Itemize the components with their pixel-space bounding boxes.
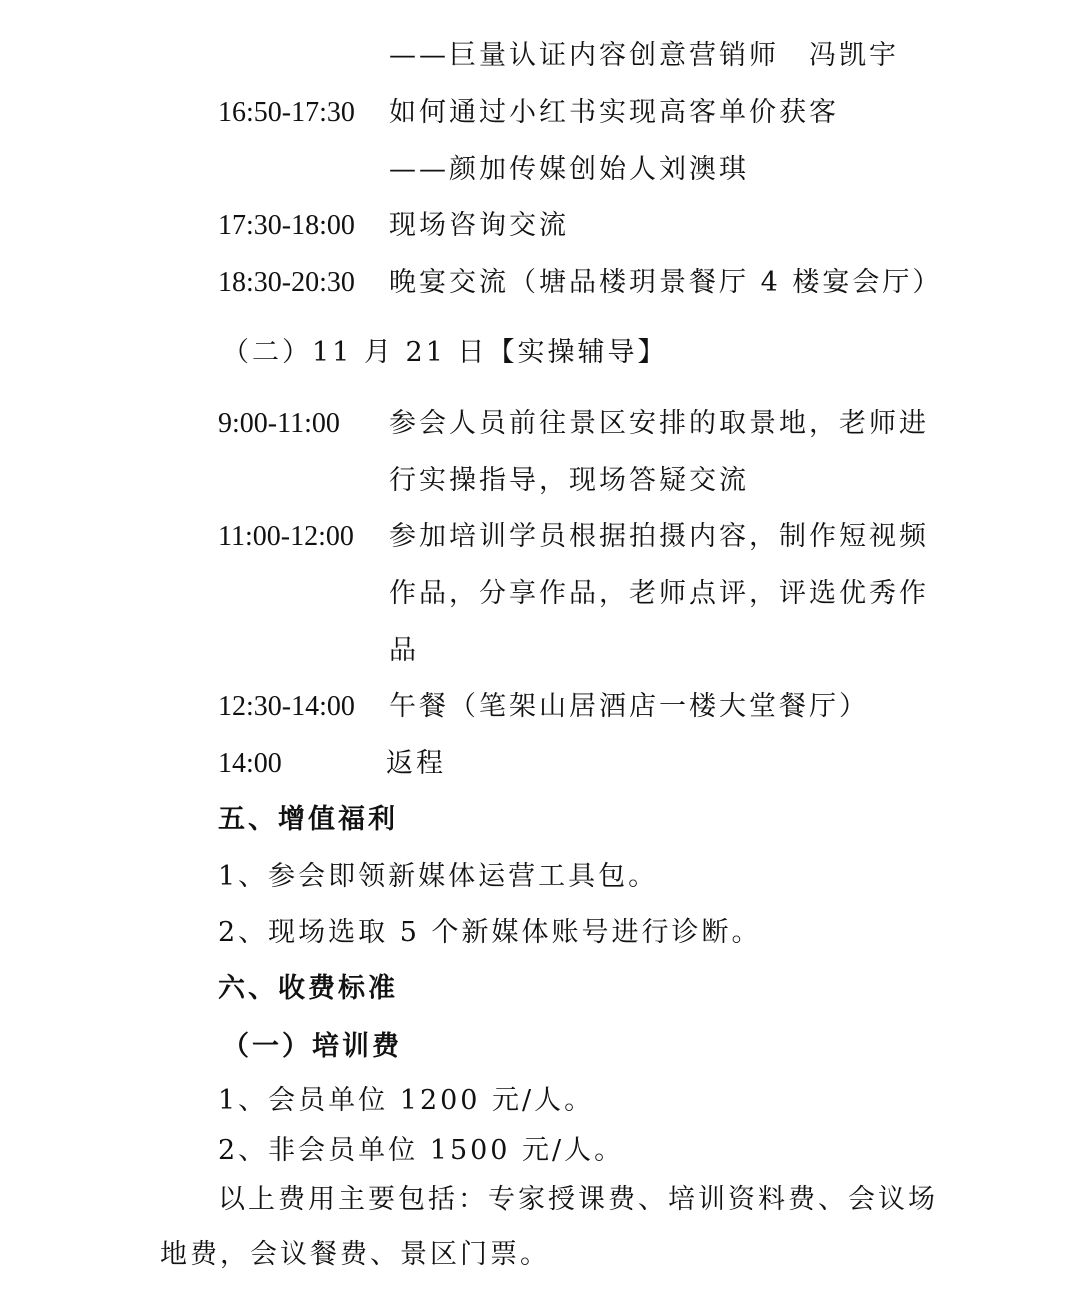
day2-heading: （二）11 月 21 日【实操辅导】 [222,337,668,368]
schedule-text: 参会人员前往景区安排的取景地，老师进 [389,408,929,439]
schedule-time: 9:00-11:00 [218,408,340,439]
schedule-time: 14:00 [218,748,282,779]
fee-note-line1: 以上费用主要包括：专家授课费、培训资料费、会议场 [218,1184,938,1215]
schedule-text: 午餐（笔架山居酒店一楼大堂餐厅） [389,691,869,722]
benefit-item: 2、现场选取 5 个新媒体账号进行诊断。 [218,917,762,948]
fee-item: 2、非会员单位 1500 元/人。 [218,1135,625,1166]
section6-heading: 六、收费标准 [218,973,398,1004]
schedule-time: 18:30-20:30 [218,267,355,298]
schedule-text: 现场咨询交流 [389,210,569,241]
schedule-time: 17:30-18:00 [218,210,355,241]
schedule-text: 如何通过小红书实现高客单价获客 [389,97,839,128]
schedule-text: 作品，分享作品，老师点评，评选优秀作 [389,578,929,609]
benefit-item: 1、参会即领新媒体运营工具包。 [218,861,659,892]
speaker-line-liuaoqi: ——颜加传媒创始人刘澳琪 [389,154,749,185]
schedule-time: 16:50-17:30 [218,97,355,128]
speaker-line-fengkaiyu: ——巨量认证内容创意营销师 冯凯宇 [389,40,899,71]
fee-note-line2: 地费，会议餐费、景区门票。 [160,1239,550,1270]
schedule-text: 返程 [386,748,446,779]
schedule-text: 行实操指导，现场答疑交流 [389,465,749,496]
schedule-text: 参加培训学员根据拍摄内容，制作短视频 [389,521,929,552]
schedule-time: 12:30-14:00 [218,691,355,722]
schedule-time: 11:00-12:00 [218,521,354,552]
schedule-text: 晚宴交流（塘品楼玥景餐厅 4 楼宴会厅） [389,267,943,298]
schedule-text: 品 [389,635,419,666]
fee-item: 1、会员单位 1200 元/人。 [218,1085,595,1116]
fee-subheading: （一）培训费 [222,1031,402,1062]
section5-heading: 五、增值福利 [218,804,398,835]
